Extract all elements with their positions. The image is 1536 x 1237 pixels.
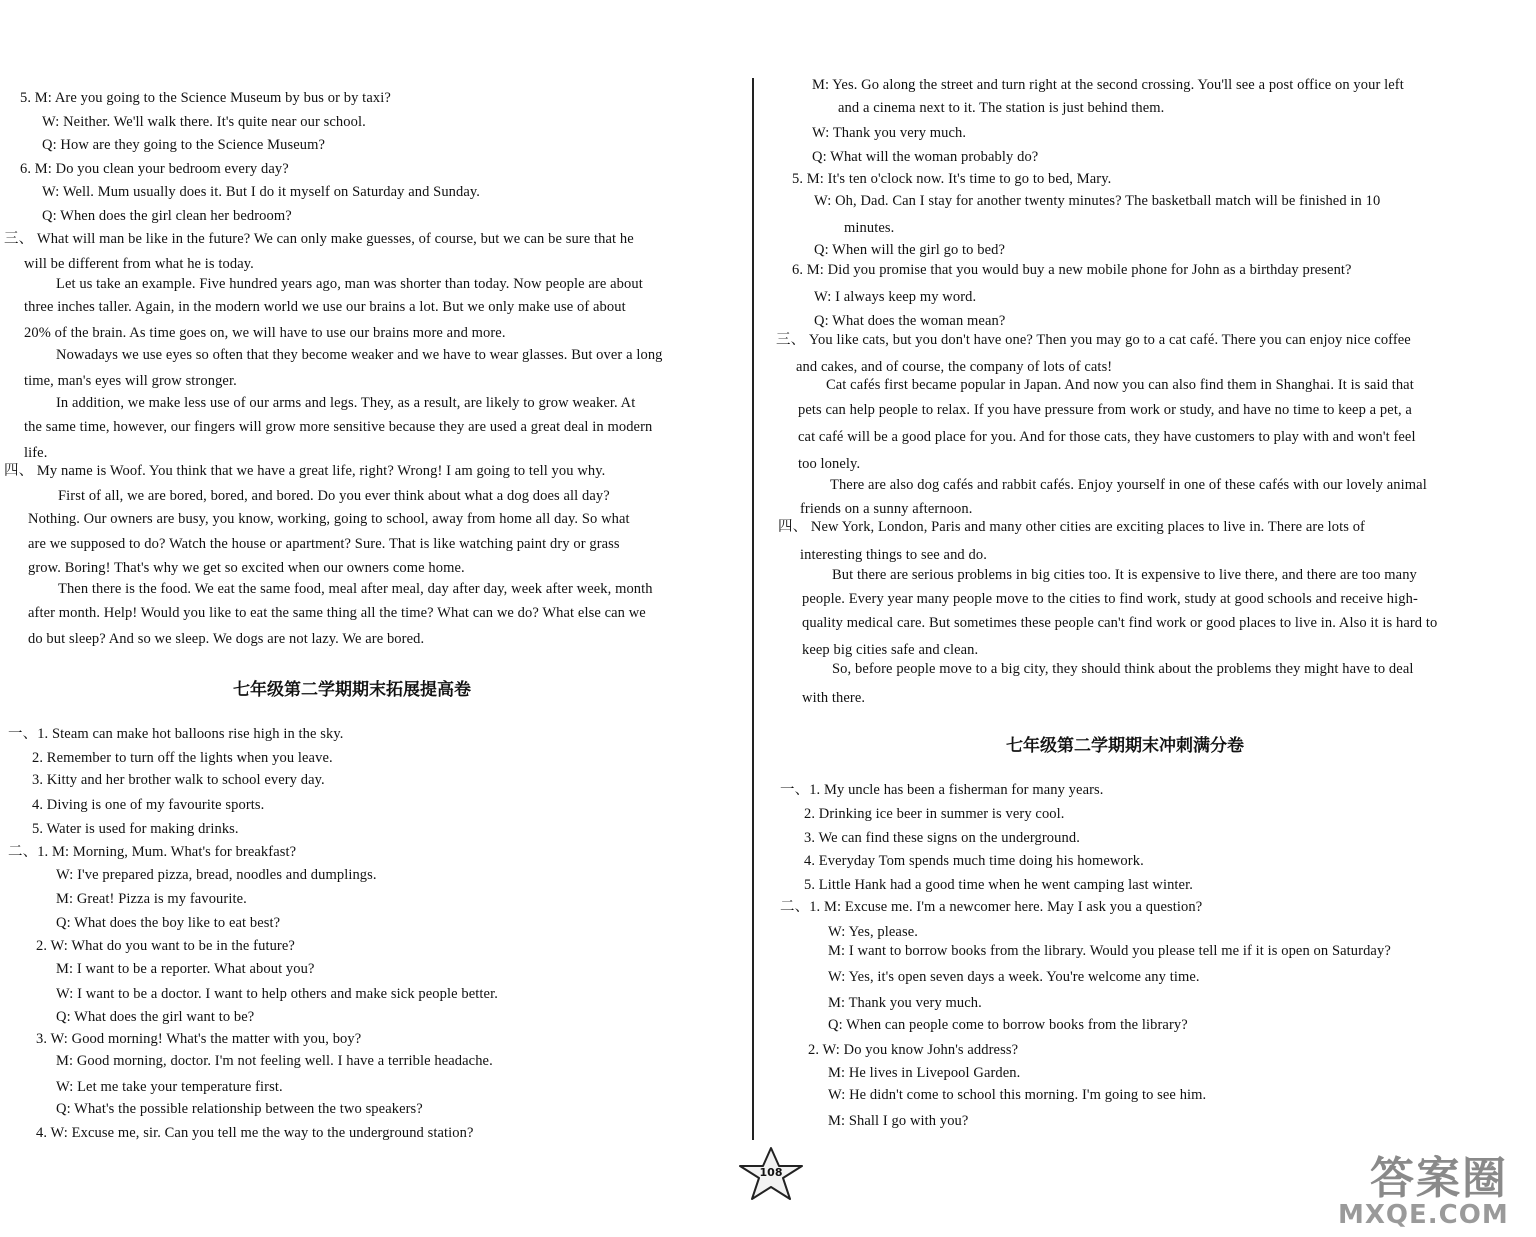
section-title: 七年级第二学期期末冲刺满分卷 (1006, 736, 1244, 756)
text-line: Nothing. Our owners are busy, you know, working, going to school, away from home all day. So what (28, 511, 630, 527)
text-line: 4. W: Excuse me, sir. Can you tell me the way to the underground station? (36, 1125, 474, 1141)
text-line: Cat cafés first became popular in Japan. And now you can also find them in Shanghai. It is said that (826, 377, 1414, 393)
text-line: M: Yes. Go along the street and turn right at the second crossing. You'll see a post office on your left (812, 77, 1404, 93)
text-line: W: Thank you very much. (812, 125, 967, 141)
text-line: W: Yes, please. (828, 924, 918, 940)
text-line: do but sleep? And so we sleep. We dogs are not lazy. We are bored. (28, 631, 425, 647)
watermark-logo-cn: 答案圈 (1370, 1153, 1508, 1204)
text-line: 3. W: Good morning! What's the matter with you, boy? (36, 1031, 362, 1047)
text-line: Let us take an example. Five hundred years ago, man was shorter than today. Now people are about (56, 276, 643, 292)
text-line: 四、 New York, London, Paris and many other cities are exciting places to live in. There are lots of (778, 519, 1365, 535)
text-line: quality medical care. But sometimes these people can't find work or good places to live in. Also it is hard to (802, 615, 1438, 631)
text-line: 一、1. Steam can make hot balloons rise high in the sky. (8, 726, 344, 742)
text-line: M: Great! Pizza is my favourite. (56, 891, 247, 907)
text-line: 6. M: Did you promise that you would buy a new mobile phone for John as a birthday present? (792, 262, 1352, 278)
text-line: Then there is the food. We eat the same food, meal after meal, day after day, week after week, month (58, 581, 653, 597)
text-line: Nowadays we use eyes so often that they become weaker and we have to wear glasses. But over a long (56, 347, 663, 363)
text-line: W: Oh, Dad. Can I stay for another twenty minutes? The basketball match will be finished in 10 (814, 193, 1381, 209)
text-line: Q: What will the woman probably do? (812, 149, 1039, 165)
text-line: cat café will be a good place for you. And for those cats, they have customers to play with and won't feel (798, 429, 1416, 445)
text-line: 4. Diving is one of my favourite sports. (32, 797, 265, 813)
text-line: W: Well. Mum usually does it. But I do it myself on Saturday and Sunday. (42, 184, 481, 200)
text-line: 3. We can find these signs on the underground. (804, 830, 1080, 846)
text-line: and cakes, and of course, the company of lots of cats! (796, 359, 1113, 375)
text-line: Q: What does the woman mean? (814, 313, 1006, 329)
text-line: 2. W: What do you want to be in the future? (36, 938, 295, 954)
text-line: M: I want to be a reporter. What about you? (56, 961, 315, 977)
page-number: 108 (759, 1166, 783, 1179)
text-line: 20% of the brain. As time goes on, we will have to use our brains more and more. (24, 325, 506, 341)
text-line: W: He didn't come to school this morning. I'm going to see him. (828, 1087, 1207, 1103)
text-line: are we supposed to do? Watch the house or apartment? Sure. That is like watching paint dry or grass (28, 536, 620, 552)
text-line: too lonely. (798, 456, 861, 472)
text-line: the same time, however, our fingers will grow more sensitive because they are used a great deal in modern (24, 419, 653, 435)
text-line: will be different from what he is today. (24, 256, 254, 272)
text-line: 2. Remember to turn off the lights when you leave. (32, 750, 333, 766)
text-line: with there. (802, 690, 866, 706)
text-line: W: I've prepared pizza, bread, noodles and dumplings. (56, 867, 377, 883)
text-line: Q: How are they going to the Science Museum? (42, 137, 326, 153)
text-line: 5. Water is used for making drinks. (32, 821, 239, 837)
text-line: First of all, we are bored, bored, and bored. Do you ever think about what a dog does all day? (58, 488, 610, 504)
text-line: M: I want to borrow books from the library. Would you please tell me if it is open on Saturday? (828, 943, 1391, 959)
text-line: and a cinema next to it. The station is just behind them. (838, 100, 1165, 116)
text-line: 5. M: Are you going to the Science Museum by bus or by taxi? (20, 90, 391, 106)
text-line: W: I want to be a doctor. I want to help others and make sick people better. (56, 986, 498, 1002)
text-line: 2. Drinking ice beer in summer is very cool. (804, 806, 1065, 822)
text-line: grow. Boring! That's why we get so excited when our owners come home. (28, 560, 465, 576)
text-line: Q: When does the girl clean her bedroom? (42, 208, 292, 224)
text-line: 一、1. My uncle has been a fisherman for many years. (780, 782, 1104, 798)
text-line: 二、1. M: Morning, Mum. What's for breakfast? (8, 844, 297, 860)
text-line: friends on a sunny afternoon. (800, 501, 973, 517)
text-line: time, man's eyes will grow stronger. (24, 373, 237, 389)
text-line: There are also dog cafés and rabbit cafés. Enjoy yourself in one of these cafés with our lovely animal (830, 477, 1427, 493)
text-line: 四、 My name is Woof. You think that we have a great life, right? Wrong! I am going to tell you why. (4, 463, 606, 479)
text-line: Q: What does the girl want to be? (56, 1009, 255, 1025)
text-line: 4. Everyday Tom spends much time doing his homework. (804, 853, 1144, 869)
text-line: keep big cities safe and clean. (802, 642, 979, 658)
text-line: three inches taller. Again, in the modern world we use our brains a lot. But we only make use of about (24, 299, 626, 315)
text-line: 2. W: Do you know John's address? (808, 1042, 1019, 1058)
text-line: Q: When can people come to borrow books from the library? (828, 1017, 1188, 1033)
text-line: Q: What's the possible relationship between the two speakers? (56, 1101, 423, 1117)
text-line: But there are serious problems in big cities too. It is expensive to live there, and there are too many (832, 567, 1417, 583)
section-title: 七年级第二学期期末拓展提高卷 (233, 680, 471, 700)
text-line: interesting things to see and do. (800, 547, 987, 563)
text-line: M: Shall I go with you? (828, 1113, 969, 1129)
text-line: In addition, we make less use of our arms and legs. They, as a result, are likely to grow weaker. At (56, 395, 636, 411)
text-line: 三、 What will man be like in the future? We can only make guesses, of course, but we can be sure that he (4, 231, 634, 247)
watermark-logo-en: MXQE.COM (1338, 1200, 1509, 1230)
text-line: M: He lives in Livepool Garden. (828, 1065, 1021, 1081)
text-line: Q: When will the girl go to bed? (814, 242, 1005, 258)
text-line: 5. M: It's ten o'clock now. It's time to go to bed, Mary. (792, 171, 1112, 187)
text-line: life. (24, 445, 48, 461)
text-line: So, before people move to a big city, they should think about the problems they might have to deal (832, 661, 1414, 677)
text-line: M: Thank you very much. (828, 995, 982, 1011)
text-line: W: Let me take your temperature first. (56, 1079, 283, 1095)
text-line: W: Neither. We'll walk there. It's quite near our school. (42, 114, 366, 130)
text-line: 二、1. M: Excuse me. I'm a newcomer here. May I ask you a question? (780, 899, 1203, 915)
text-line: people. Every year many people move to the cities to find work, study at good schools and receive high- (802, 591, 1418, 607)
text-line: W: Yes, it's open seven days a week. You're welcome any time. (828, 969, 1200, 985)
text-line: 5. Little Hank had a good time when he went camping last winter. (804, 877, 1193, 893)
text-line: 6. M: Do you clean your bedroom every day? (20, 161, 289, 177)
text-line: 三、 You like cats, but you don't have one? Then you may go to a cat café. There you can enjoy nice coffee (776, 332, 1411, 348)
text-line: M: Good morning, doctor. I'm not feeling well. I have a terrible headache. (56, 1053, 493, 1069)
text-line: Q: What does the boy like to eat best? (56, 915, 281, 931)
text-line: 3. Kitty and her brother walk to school every day. (32, 772, 325, 788)
column-divider (752, 78, 754, 1140)
text-line: W: I always keep my word. (814, 289, 977, 305)
text-line: pets can help people to relax. If you have pressure from work or study, and have no time to keep a pet, a (798, 402, 1412, 418)
text-line: after month. Help! Would you like to eat the same thing all the time? What can we do? What else can we (28, 605, 646, 621)
text-line: minutes. (844, 220, 895, 236)
